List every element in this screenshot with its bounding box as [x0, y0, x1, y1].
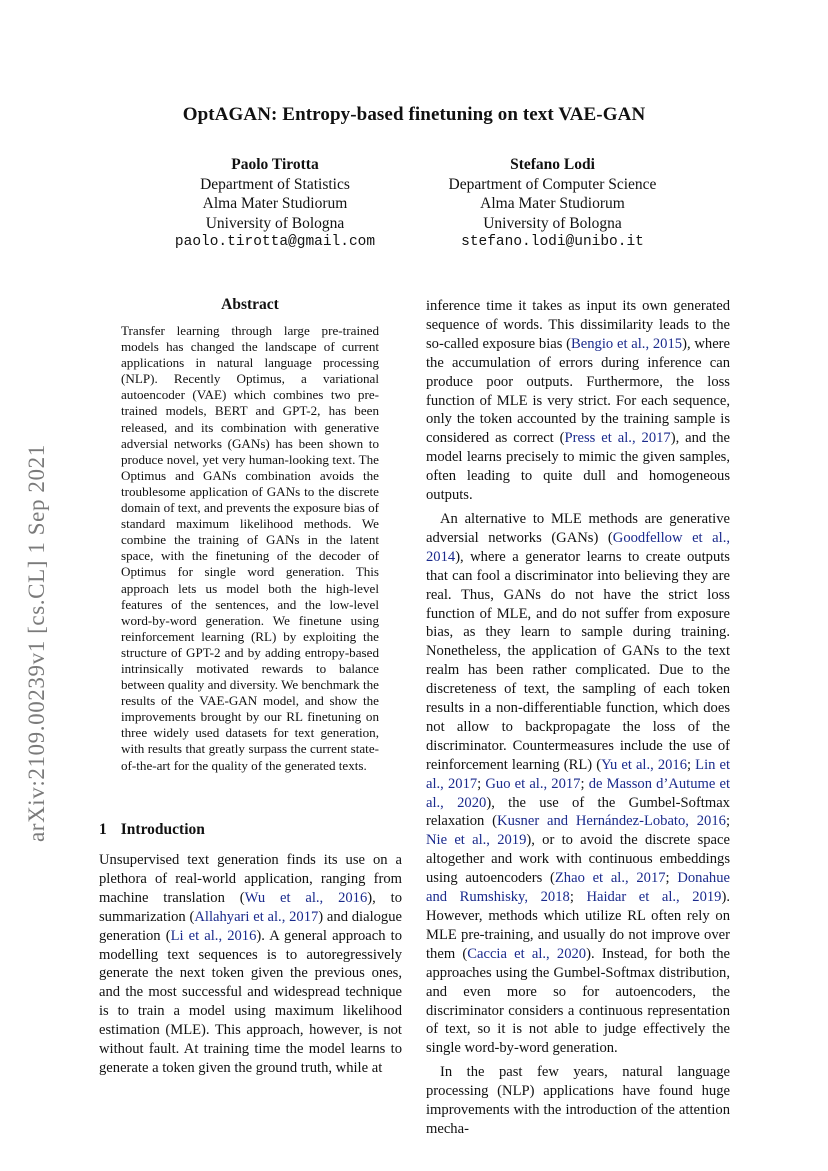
- author-organization: Alma Mater Studiorum: [202, 195, 348, 212]
- body-text: An alternative to MLE methods are generative adversial networks (GANs) (: [426, 510, 730, 546]
- author-department: Department of Statistics: [200, 175, 350, 193]
- intro-right-column: [426, 297, 730, 1139]
- author-university: University of Bologna: [483, 214, 622, 232]
- author-department: Department of Computer Science: [448, 175, 657, 193]
- citation-link[interactable]: Guo et al., 2017: [485, 775, 581, 792]
- author-block-1: [140, 155, 410, 253]
- citation-link[interactable]: Caccia et al., 2020: [467, 945, 587, 962]
- abstract-heading: Abstract: [221, 296, 279, 313]
- section-title: Introduction: [120, 821, 205, 838]
- section-heading: [99, 821, 205, 839]
- body-text: ;: [687, 756, 696, 773]
- citation-link[interactable]: Bengio et al., 2015: [571, 335, 683, 352]
- body-text: ), where the accumulation of errors during inference can produce poor outputs. Furthermore, the loss function of MLE is very strict. For each sequence, only the token accounted by the training sample is considered as correct (: [426, 335, 731, 447]
- author-email: paolo.tirotta@gmail.com: [174, 234, 376, 250]
- body-text: ), where a generator learns to create outputs that can fool a discriminator into believing they are real. Thus, GANs do not have the strict loss function of MLE, and do not suffer from exposure bias, as they learn to sample during training. Nonetheless, the application of GANs to the text realm has been rather complicated. Due to the discreteness of text, the sampling of each token results in a non-differentiable function, which does not allow to backpropagate the loss of the discriminator. Countermeasures include the use of reinforcement learning (RL) (: [426, 548, 730, 773]
- citation-link[interactable]: Goodfellow et al., 2014: [426, 529, 731, 565]
- body-text: ;: [665, 870, 678, 887]
- arxiv-stamp: arXiv:2109.00239v1 [cs.CL] 1 Sep 2021: [24, 444, 49, 842]
- citation-link[interactable]: Zhao et al., 2017: [554, 870, 666, 887]
- citation-link[interactable]: Allahyari et al., 2017: [194, 908, 319, 925]
- author-block-2: [405, 155, 700, 253]
- citation-link[interactable]: Li et al., 2016: [170, 927, 257, 944]
- body-text: ;: [725, 813, 730, 830]
- intro-paragraph-1-part-a: [99, 851, 402, 1078]
- citation-link[interactable]: Press et al., 2017: [564, 430, 671, 447]
- body-text: ), and the model learns precisely to mimic the given samples, often leading to quite dull and homogeneous outputs.: [426, 430, 730, 504]
- citation-link[interactable]: Lin et al., 2017: [426, 756, 731, 792]
- author-name: Paolo Tirotta: [231, 156, 319, 173]
- body-text: ), to summarization (: [99, 889, 402, 925]
- citation-link[interactable]: Kusner and Hernández-Lobato, 2016: [497, 813, 726, 830]
- author-email: stefano.lodi@unibo.it: [461, 234, 644, 250]
- section-number: 1: [99, 821, 107, 838]
- intro-paragraph-3: [426, 1063, 730, 1139]
- body-text: ), or to avoid the discrete space altogether and work with continuous embeddings using autoencoders (: [426, 832, 730, 887]
- citation-link[interactable]: Yu et al., 2016: [601, 756, 688, 773]
- citation-link[interactable]: Haidar et al., 2019: [586, 889, 722, 906]
- body-text: Unsupervised text generation finds its use on a plethora of real-world application, ranging from machine translation (: [99, 852, 402, 906]
- citation-link[interactable]: Nie et al., 2019: [426, 832, 527, 849]
- intro-paragraph-2: [426, 510, 730, 1058]
- body-text: ). A general approach to modelling text sequences is to autoregressively generate the next token given the previous ones, and the most successful and widespread technique is to train a model using maximum likelihood estimation (MLE). This approach, however, is not without fault. At training time the model learns to generate a token given the ground truth, while at: [99, 927, 402, 1076]
- author-organization: Alma Mater Studiorum: [480, 195, 625, 212]
- body-text: ). However, methods which utilize RL often rely on MLE pre-training, and usually do not improve over them (: [426, 889, 730, 962]
- body-text: ). Instead, for both the approaches using the Gumbel-Softmax distribution, and even more so for autoencoders, the discriminator considers a continuous representation of text, so it is not able to judge effectively the single word-by-word generation.: [426, 945, 730, 1057]
- citation-link[interactable]: Donahue and Rumshisky, 2018: [426, 870, 730, 906]
- body-text: ;: [477, 775, 486, 792]
- body-text: ), the use of the Gumbel-Softmax relaxation (: [426, 794, 730, 830]
- body-text: ;: [569, 889, 587, 906]
- body-text: ;: [580, 775, 589, 792]
- paper-title: OptAGAN: Entropy-based finetuning on text VAE-GAN: [182, 104, 646, 125]
- intro-paragraph-1-part-b: [426, 297, 730, 505]
- author-university: University of Bologna: [205, 214, 345, 232]
- author-name: Stefano Lodi: [510, 156, 595, 173]
- body-text: In the past few years, natural language processing (NLP) applications have found huge improvements with the introduction of the attention mecha-: [426, 1064, 730, 1137]
- body-text: inference time it takes as input its own generated sequence of words. This dissimilarity leads to the so-called exposure bias (: [426, 298, 730, 352]
- abstract-text: Transfer learning through large pre-trained models has changed the landscape of current applications in natural language processing (NLP). Recently Optimus, a variational autoencoder (VAE) which combines two pre-trained models, BERT and GPT-2, has been released, and its combination with generative adversial networks (GANs) has been shown to produce novel, yet very human-looking text. The Optimus and GANs combination avoids the troublesome application of GANs to the discrete domain of text, and prevents the exposure bias of standard maximum likelihood methods. We combine the training of GANs in the latent space, with the finetuning of the decoder of Optimus for single word generation. This approach lets us model both the high-level features of the sentences, and the low-level word-by-word generation. We finetune using reinforcement learning (RL) by exploiting the structure of GPT-2 and by adding entropy-based intrinsically motivated rewards to balance between quality and diversity. We benchmark the results of the VAE-GAN model, and show the improvements brought by our RL finetuning on three widely used datasets for text generation, with results that greatly surpass the current state-of-the-art for the quality of the generated texts.: [121, 323, 379, 773]
- citation-link[interactable]: Wu et al., 2016: [244, 889, 368, 906]
- body-text: ) and dialogue generation (: [99, 908, 402, 944]
- citation-link[interactable]: de Masson d’Autume et al., 2020: [426, 775, 730, 811]
